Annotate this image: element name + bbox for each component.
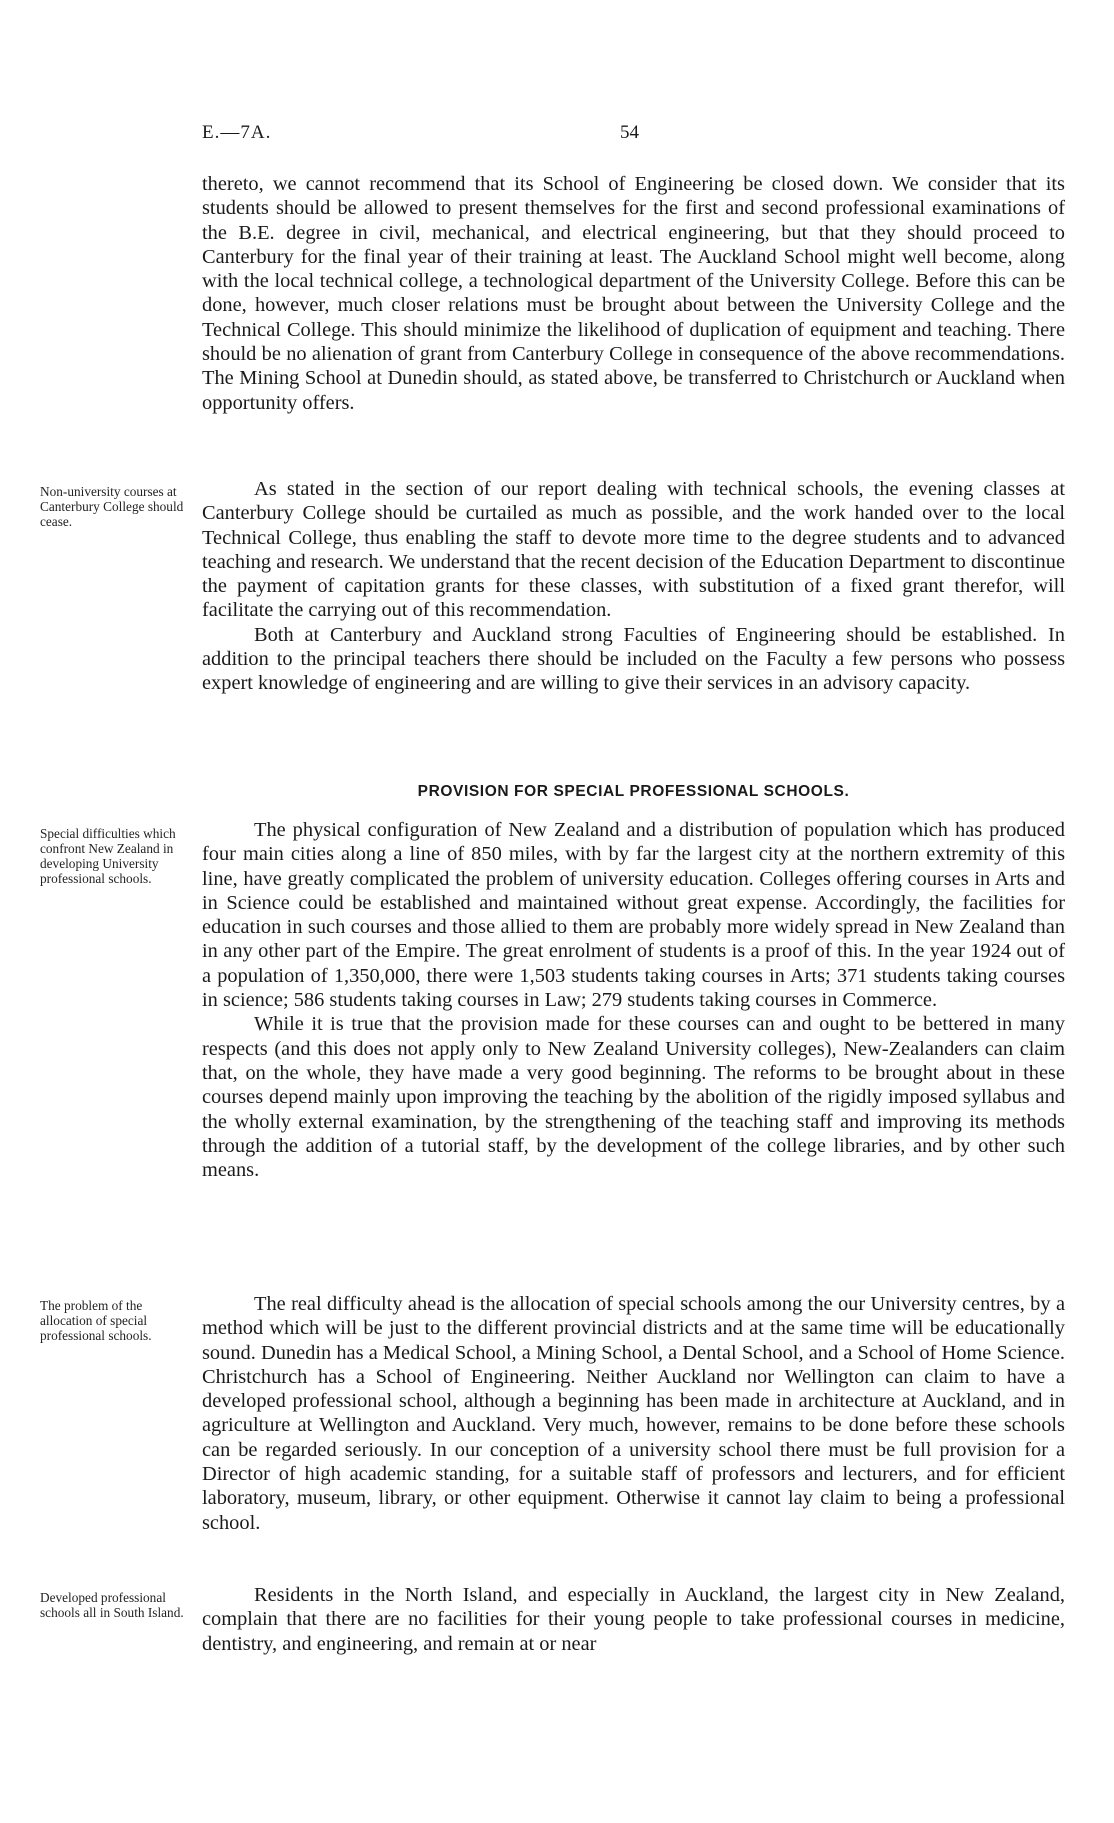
text-block-configuration	[202, 818, 1065, 1182]
paragraph-real-difficulty: The real difficulty ahead is the allocation of special schools among the our University centres, by a method which will be just to the different provincial districts and at the same time will be educationally sound. Dunedin has a Medical School, a Mining School, a Dental School, and a School of Home Science. Christchurch has a School of Engineering. Neither Auckland nor Wellington can claim to have a developed professional school, although a beginning has been made in architecture at Auckland, and in agriculture at Wellington and Auckland. Very much, however, remains to be done before these schools can be regarded seriously. In our conception of a university school there must be full provision for a Director of high academic standing, for a suitable staff of professors and lecturers, and for efficient laboratory, museum, library, or other equipment. Otherwise it cannot lay claim to being a professional school.	[202, 1293, 1065, 1534]
paragraph-provision-bettered: While it is true that the provision made for these courses can and ought to be bettered in many respects (and this does not apply only to New Zealand University colleges), New-Zealanders can claim that, on the whole, they have made a very good beginning. The reforms to be brought about in these courses depend mainly upon improving the teaching by the abolition of the rigidly imposed syllabus and the wholly external examination, by the strengthening of the teaching staff and improving its methods through the addition of a tutorial staff, by the development of the college libraries, and by other such means.	[202, 1013, 1065, 1182]
paragraph-north-island: Residents in the North Island, and especially in Auckland, the largest city in New Zealand, complain that there are no facilities for their young people to take professional courses in medicine, dentistry, and engineering, and remain at or near	[202, 1584, 1065, 1655]
margin-note-special-difficulties: Special difficulties which confront New Zealand in developing University professional schools.	[40, 826, 176, 886]
text-block-north-island	[202, 1583, 1065, 1656]
section-heading: PROVISION FOR SPECIAL PROFESSIONAL SCHOOLS.	[417, 783, 850, 800]
text-block-canterbury	[202, 477, 1065, 696]
paragraph-evening-classes: As stated in the section of our report dealing with technical schools, the evening classes at Canterbury College should be curtailed as much as possible, and the work handed over to the local Technical College, thus enabling the staff to devote more time to the degree students and to advanced teaching and research. We understand that the recent decision of the Education Department to discontinue the payment of capitation grants for these classes, with substitution of a fixed grant therefor, will facilitate the carrying out of this recommendation.	[202, 478, 1065, 622]
paragraph-physical-configuration: The physical configuration of New Zealand and a distribution of population which has produced four main cities along a line of 850 miles, with by far the largest city at the northern extremity of this line, have greatly complicated the problem of university education. Colleges offering courses in Arts and in Science could be established and maintained without great expense. Accordingly, the facilities for education in such courses and those allied to them are probably more widely spread in New Zealand than in any other part of the Empire. The great enrolment of students is a proof of this. In the year 1924 out of a population of 1,350,000, there were 1,503 students taking courses in Arts; 371 students taking courses in science; 586 students taking courses in Law; 279 students taking courses in Commerce.	[202, 819, 1065, 1012]
margin-note-south-island: Developed professional schools all in South Island.	[40, 1590, 184, 1620]
document-code: E.—7A.	[202, 122, 272, 143]
page-number: 54	[620, 122, 639, 143]
margin-note-non-university: Non-university courses at Canterbury College should cease.	[40, 484, 184, 529]
text-block-allocation	[202, 1292, 1065, 1535]
text-block-top	[202, 172, 1065, 415]
paragraph-continuation: thereto, we cannot recommend that its School of Engineering be closed down. We consider that its students should be allowed to present themselves for the first and second professional examinations of the B.E. degree in civil, mechanical, and electrical engineering, but that they should proceed to Canterbury for the final year of their training at least. The Auckland School might well become, along with the local technical college, a technological department of the University College. Before this can be done, however, much closer relations must be brought about between the University College and the Technical College. This should minimize the likelihood of duplication of equipment and teaching. There should be no alienation of grant from Canterbury College in consequence of the above recommendations. The Mining School at Dunedin should, as stated above, be transferred to Christchurch or Auckland when opportunity offers.	[202, 173, 1065, 414]
margin-note-allocation-problem: The problem of the allocation of special professional schools.	[40, 1298, 152, 1343]
paragraph-engineering-faculties: Both at Canterbury and Auckland strong Faculties of Engineering should be established. In addition to the principal teachers there should be included on the Faculty a few persons who possess expert knowledge of engineering and are willing to give their services in an advisory capacity.	[202, 623, 1065, 695]
